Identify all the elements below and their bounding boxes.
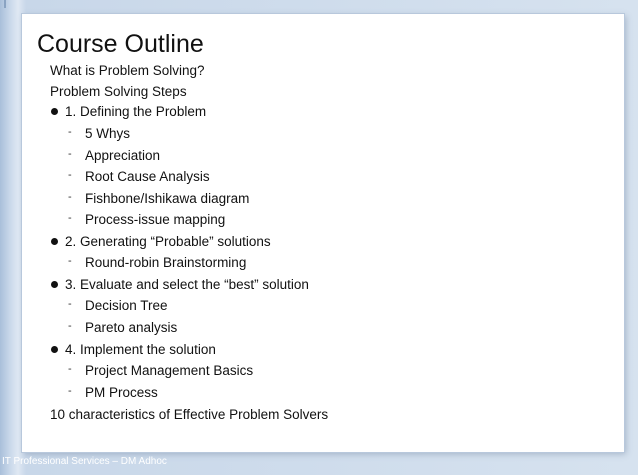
outline-item-12: Decision Tree — [85, 298, 168, 313]
slide-footer: IT Professional Services – DM Adhoc — [2, 456, 167, 467]
dash-icon: - — [68, 320, 72, 332]
bullet-icon — [51, 346, 58, 353]
outline-item-14: 4. Implement the solution — [65, 342, 216, 357]
bullet-icon — [51, 108, 58, 115]
slide-title: Course Outline — [37, 30, 204, 58]
outline-item-3: 1. Defining the Problem — [65, 104, 207, 119]
outline-item-11: 3. Evaluate and select the “best” solution — [65, 277, 309, 292]
bullet-icon — [51, 281, 58, 288]
outline-item-16: PM Process — [85, 385, 158, 400]
dash-icon: - — [68, 148, 72, 160]
dash-icon: - — [68, 363, 72, 375]
outline-item-9: 2. Generating “Probable” solutions — [65, 234, 271, 249]
outline-item-17: 10 characteristics of Effective Problem Solvers — [50, 407, 329, 422]
dash-icon: - — [68, 126, 72, 138]
outline-item-13: Pareto analysis — [85, 320, 178, 335]
outline-item-4: 5 Whys — [85, 126, 131, 141]
dash-icon: - — [68, 255, 72, 267]
outline-item-7: Fishbone/Ishikawa diagram — [85, 191, 250, 206]
outline-item-10: Round-robin Brainstorming — [85, 255, 247, 270]
outline-item-8: Process-issue mapping — [85, 212, 226, 227]
outline-item-6: Root Cause Analysis — [85, 169, 210, 184]
outline-item-5: Appreciation — [85, 148, 161, 163]
outline-item-2: Problem Solving Steps — [50, 84, 187, 99]
outline-item-15: Project Management Basics — [85, 363, 254, 378]
corner-mark — [4, 0, 6, 8]
dash-icon: - — [68, 212, 72, 224]
dash-icon: - — [68, 298, 72, 310]
outline-item-1: What is Problem Solving? — [50, 63, 205, 78]
bullet-icon — [51, 238, 58, 245]
dash-icon: - — [68, 191, 72, 203]
dash-icon: - — [68, 385, 72, 397]
dash-icon: - — [68, 169, 72, 181]
